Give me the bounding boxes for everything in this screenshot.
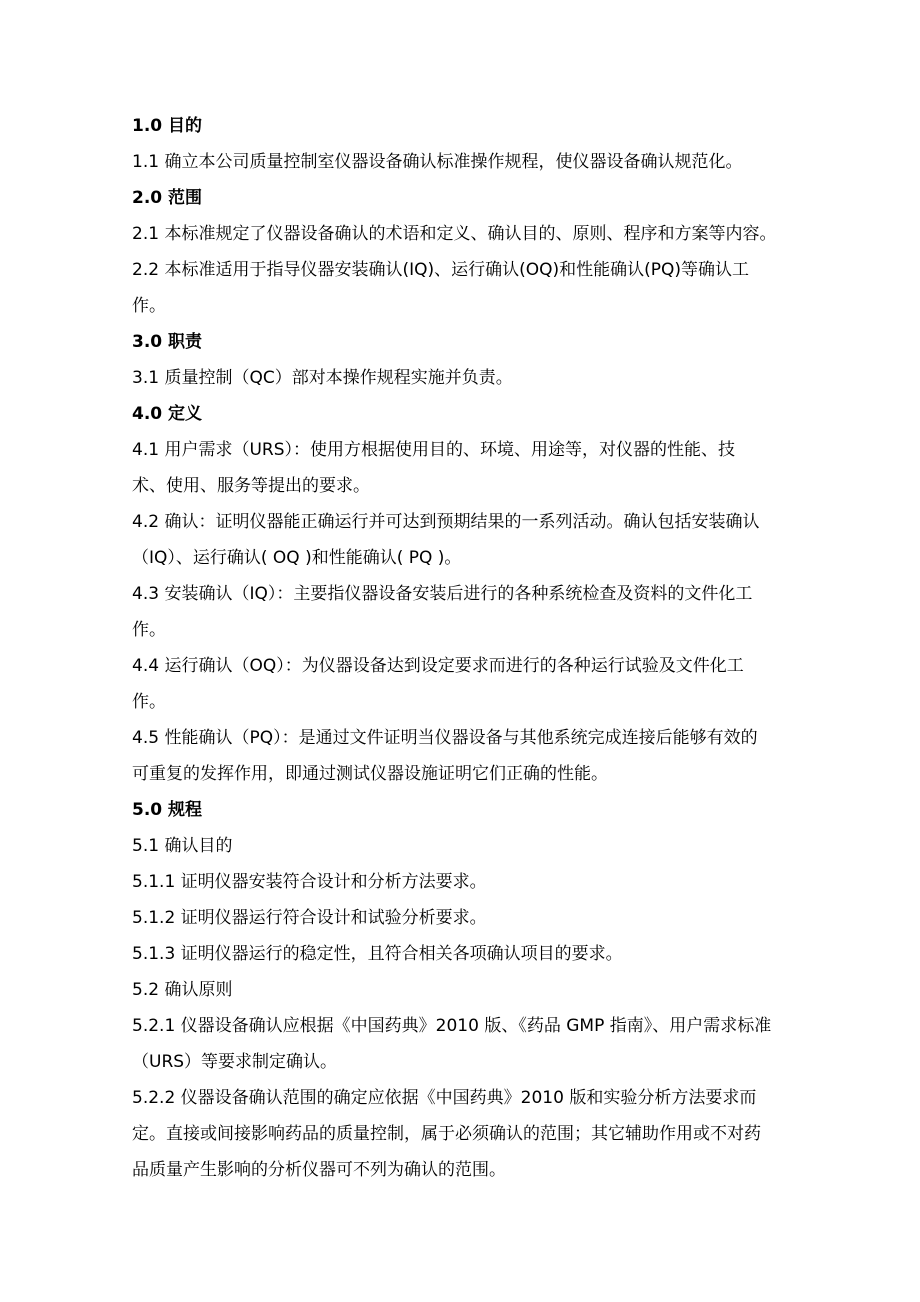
paragraph-line: 4.4 运行确认（OQ）：为仪器设备达到设定要求而进行的各种运行试验及文件化工 (132, 656, 744, 676)
paragraph-line: 2.2 本标准适用于指导仪器安装确认(IQ)、运行确认(OQ)和性能确认(PQ)等确认工 (132, 260, 750, 280)
section-heading-procedure: 5.0 规程 (132, 800, 203, 820)
paragraph-line: 3.1 质量控制（QC）部对本操作规程实施并负责。 (132, 368, 513, 388)
paragraph-line: 作。 (132, 620, 166, 640)
section-heading-scope: 2.0 范围 (132, 188, 203, 208)
paragraph-line: 5.1.3 证明仪器运行的稳定性，且符合相关各项确认项目的要求。 (132, 944, 623, 964)
paragraph-line: 品质量产生影响的分析仪器可不列为确认的范围。 (132, 1160, 506, 1180)
section-heading-responsibility: 3.0 职责 (132, 332, 203, 352)
paragraph-line: 5.1.1 证明仪器安装符合设计和分析方法要求。 (132, 872, 487, 892)
paragraph-line: 5.1 确认目的 (132, 836, 233, 856)
paragraph-line: 5.2 确认原则 (132, 980, 233, 1000)
paragraph-line: 5.2.1 仪器设备确认应根据《中国药典》2010 版、《药品 GMP 指南》、用户需求标准 (132, 1016, 772, 1036)
paragraph-line: （IQ）、运行确认( OQ )和性能确认( PQ )。 (132, 548, 462, 568)
paragraph-line: 4.5 性能确认（PQ）：是通过文件证明当仪器设备与其他系统完成连接后能够有效的 (132, 728, 758, 748)
paragraph-line: 5.2.2 仪器设备确认范围的确定应依据《中国药典》2010 版和实验分析方法要求而 (132, 1088, 757, 1108)
paragraph-line: 4.3 安装确认（IQ）：主要指仪器设备安装后进行的各种系统检查及资料的文件化工 (132, 584, 753, 604)
paragraph-line: 4.1 用户需求（URS）：使用方根据使用目的、环境、用途等，对仪器的性能、技 (132, 440, 735, 460)
paragraph-line: 4.2 确认：证明仪器能正确运行并可达到预期结果的一系列活动。确认包括安装确认 (132, 512, 760, 532)
paragraph-line: 作。 (132, 296, 166, 316)
paragraph-line: （URS）等要求制定确认。 (132, 1052, 338, 1072)
paragraph-line: 1.1 确立本公司质量控制室仪器设备确认标准操作规程，使仪器设备确认规范化。 (132, 152, 743, 172)
document-page (132, 108, 837, 1188)
paragraph-line: 定。直接或间接影响药品的质量控制，属于必须确认的范围；其它辅助作用或不对药 (132, 1124, 761, 1144)
paragraph-line: 2.1 本标准规定了仪器设备确认的术语和定义、确认目的、原则、程序和方案等内容。 (132, 224, 777, 244)
paragraph-line: 可重复的发挥作用，即通过测试仪器设施证明它们正确的性能。 (132, 764, 608, 784)
section-heading-definitions: 4.0 定义 (132, 404, 203, 424)
paragraph-line: 作。 (132, 692, 166, 712)
paragraph-line: 5.1.2 证明仪器运行符合设计和试验分析要求。 (132, 908, 487, 928)
section-heading-purpose: 1.0 目的 (132, 116, 203, 136)
paragraph-line: 术、使用、服务等提出的要求。 (132, 476, 370, 496)
